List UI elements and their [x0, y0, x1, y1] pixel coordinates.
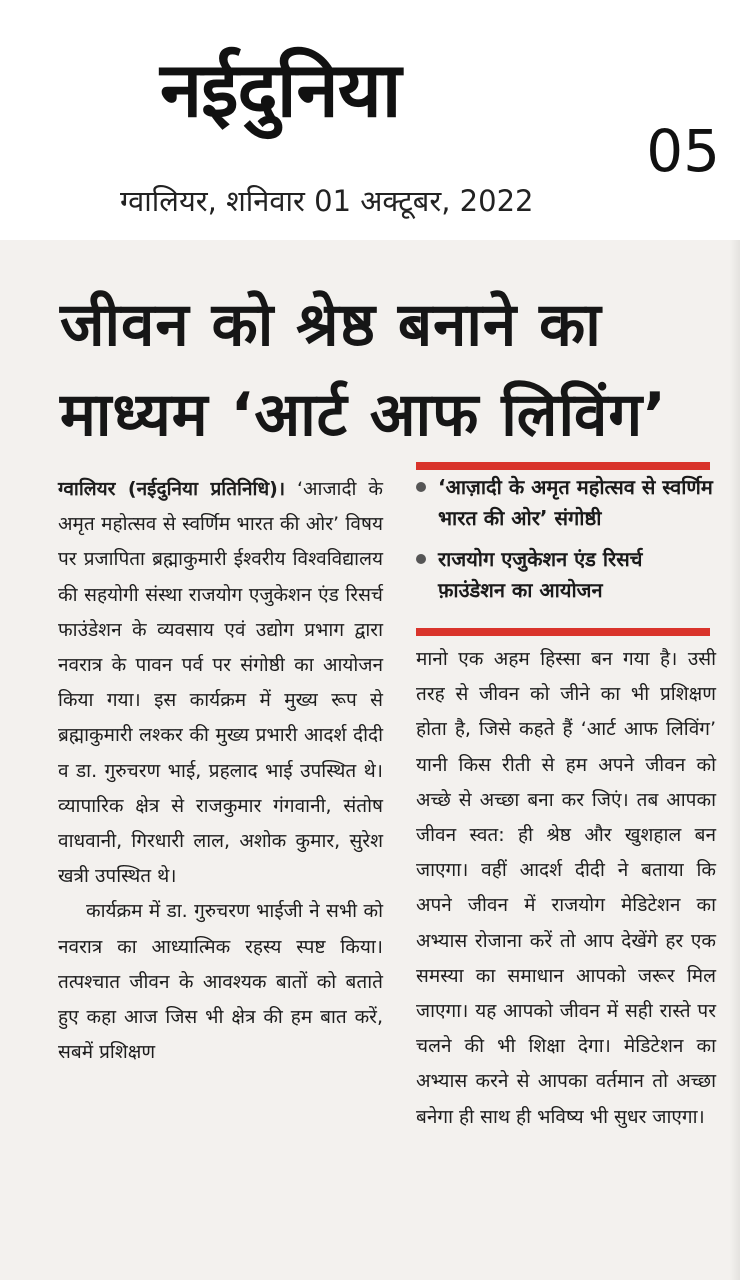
bullet-icon	[416, 554, 426, 564]
article-highlights	[416, 472, 716, 616]
highlight-item	[416, 472, 716, 534]
article-paragraph-2: कार्यक्रम में डा. गुरुचरण भाईजी ने सभी को नवरात्र का आध्यात्मिक रहस्य स्पष्ट किया। तत्पश्चात जीवन के आवश्यक बातों को बताते हुए कहा आज जिस भी क्षेत्र की हम बात करें, सबमें प्रशिक्षण	[58, 900, 383, 1064]
highlight-bottom-rule	[416, 628, 710, 636]
article-paragraph-1	[58, 472, 383, 894]
page-number: 05	[646, 117, 720, 185]
highlight-top-rule	[416, 462, 710, 470]
newspaper-masthead: नईदुनिया	[160, 45, 401, 134]
headline-line-2: माध्यम ‘आर्ट आफ लिविंग’	[60, 380, 667, 450]
news-clipping	[0, 240, 740, 1280]
headline-line-1: जीवन को श्रेष्ठ बनाने का	[60, 290, 602, 360]
edition-dateline: ग्वालियर, शनिवार 01 अक्टूबर, 2022	[120, 184, 534, 218]
article-dateline: ग्वालियर (नईदुनिया प्रतिनिधि)।	[58, 478, 286, 500]
article-column-left	[58, 472, 383, 1070]
article-column-right	[416, 642, 716, 1135]
highlight-item	[416, 544, 716, 606]
highlight-text: राजयोग एजुकेशन एंड रिसर्च फ़ाउंडेशन का आयोजन	[438, 547, 643, 602]
article-paragraph-3: मानो एक अहम हिस्सा बन गया है। उसी तरह से जीवन को जीने का भी प्रशिक्षण होता है, जिसे कहते हैं ‘आर्ट आफ लिविंग’ यानी किस रीती से हम अपने जीवन को अच्छे से अच्छा बना कर जिएं। तब आपका जीवन स्वत: ही श्रेष्ठ और खुशहाल बन जाएगा। वहीं आदर्श दीदी ने बताया कि अपने जीवन में राजयोग मेडिटेशन का अभ्यास रोजाना करें तो आप देखेंगे हर एक समस्या का समाधान आपको जरूर मिल जाएगा। यह आपको जीवन में सही रास्ते पर चलने की भी शिक्षा देगा। मेडिटेशन का अभ्यास करने से आपका वर्तमान तो अच्छा बनेगा ही साथ ही भविष्य भी सुधर जाएगा।	[416, 648, 716, 1128]
bullet-icon	[416, 482, 426, 492]
paragraph-1-text: ‘आजादी के अमृत महोत्सव से स्वर्णिम भारत की ओर’ विषय पर प्रजापिता ब्रह्माकुमारी ईश्वरीय विश्वविद्यालय की सहयोगी संस्था राजयोग एजुकेशन एंड रिसर्च फाउंडेशन के व्यवसाय एवं उद्योग प्रभाग द्वारा नवरात्र के पावन पर्व पर संगोष्ठी का आयोजन किया गया। इस कार्यक्रम में मुख्य रूप से ब्रह्माकुमारी लश्कर की मुख्य प्रभारी आदर्श दीदी व डा. गुरुचरण भाई, प्रहलाद भाई उपस्थित थे। व्यापारिक क्षेत्र से राजकुमार गंगवानी, संतोष वाधवानी, गिरधारी लाल, अशोक कुमार, सुरेश खत्री उपस्थित थे।	[58, 478, 384, 888]
article-headline	[60, 280, 730, 460]
highlight-text: ‘आज़ादी के अमृत महोत्सव से स्वर्णिम भारत की ओर’ संगोष्ठी	[438, 475, 713, 530]
